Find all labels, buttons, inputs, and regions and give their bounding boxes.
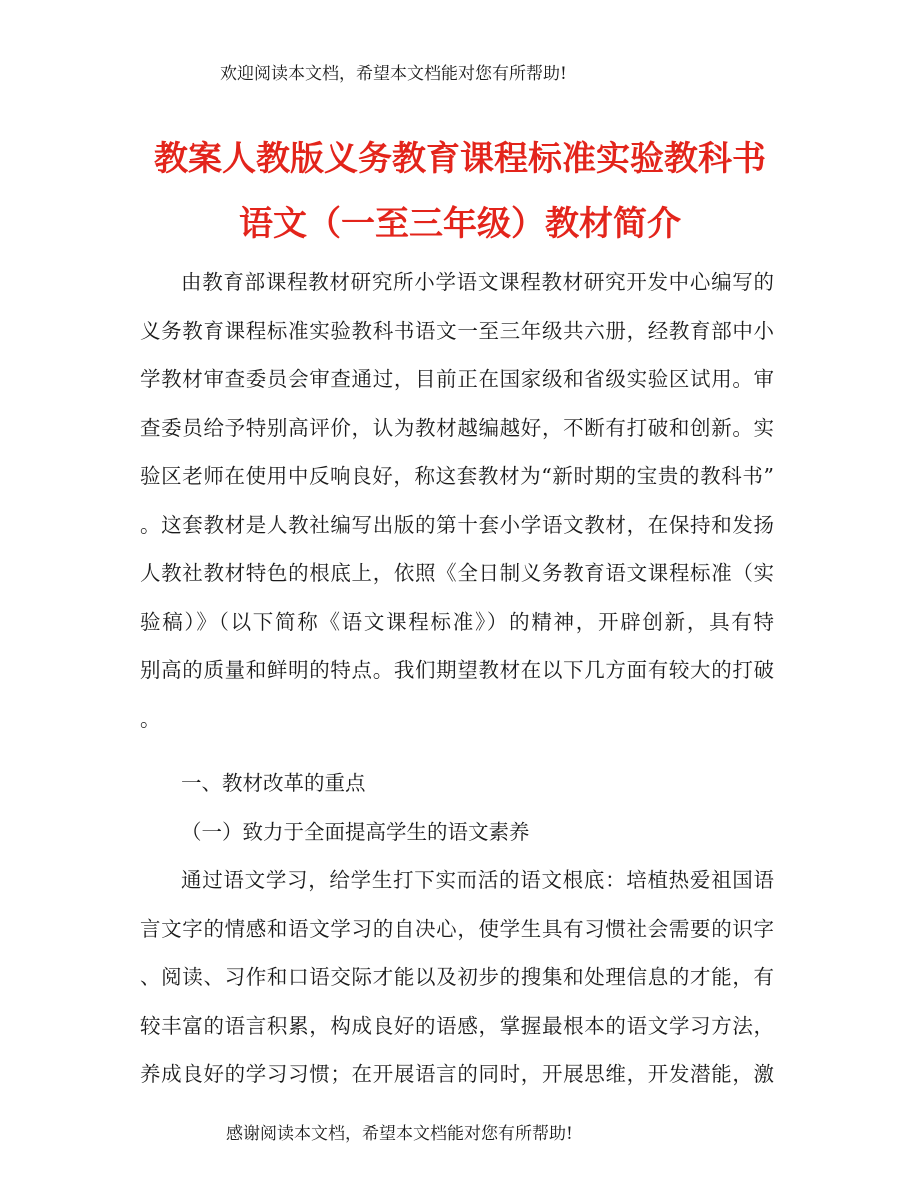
paragraph-line: 养成良好的学习习惯；在开展语言的同时，开展思维，开发潜能，激 [140, 1062, 774, 1086]
paragraph-line: 别高的质量和鲜明的特点。我们期望教材在以下几方面有较大的打破 [140, 658, 774, 682]
paragraph-intro [140, 258, 774, 743]
paragraph-line: 人教社教材特色的根底上，依照《全日制义务教育语文课程标准（实 [140, 561, 774, 585]
document-title-line-2: 语文（一至三年级）教材简介 [239, 204, 681, 244]
document-body [140, 258, 774, 1099]
paragraph-line: 、阅读、习作和口语交际才能以及初步的搜集和处理信息的才能，有 [140, 965, 774, 989]
paragraph-line: 验稿）》（以下简称《语文课程标准》）的精神，开辟创新，具有特 [140, 609, 774, 634]
paragraph-line: 通过语文学习，给学生打下实而活的语文根底：培植热爱祖国语 [181, 868, 774, 892]
document-title-line-1: 教案人教版义务教育课程标准实验教科书 [154, 139, 766, 179]
paragraph-line: 查委员给予特别高评价，认为教材越编越好，不断有打破和创新。实 [140, 415, 774, 440]
subsection-heading: （一）致力于全面提高学生的语文素养 [181, 819, 530, 844]
section-heading: 一、教材改革的重点 [181, 771, 366, 795]
paragraph-line: 较丰富的语言积累，构成良好的语感，掌握最根本的语文学习方法， [140, 1013, 774, 1038]
paragraph-line: 。 [140, 706, 161, 731]
paragraph-line: 义务教育课程标准实验教科书语文一至三年级共六册，经教育部中小 [140, 318, 774, 343]
paragraph-literacy [140, 856, 774, 1099]
paragraph-line: 由教育部课程教材研究所小学语文课程教材研究开发中心编写的 [181, 270, 774, 294]
paragraph-line: 学教材审查委员会审查通过，目前正在国家级和省级实验区试用。审 [140, 367, 774, 391]
spacer [140, 743, 774, 759]
footer-note: 感谢阅读本文档，希望本文档能对您有所帮助! [226, 1124, 573, 1144]
header-note: 欢迎阅读本文档，希望本文档能对您有所帮助! [220, 64, 567, 84]
paragraph-line: 验区老师在使用中反响良好，称这套教材为“新时期的宝贵的教科书” [140, 464, 774, 488]
paragraph-line: 言文字的情感和语文学习的自决心，使学生具有习惯社会需要的识字 [140, 916, 774, 941]
paragraph-line: 。这套教材是人教社编写出版的第十套小学语文教材，在保持和发扬 [140, 512, 774, 537]
